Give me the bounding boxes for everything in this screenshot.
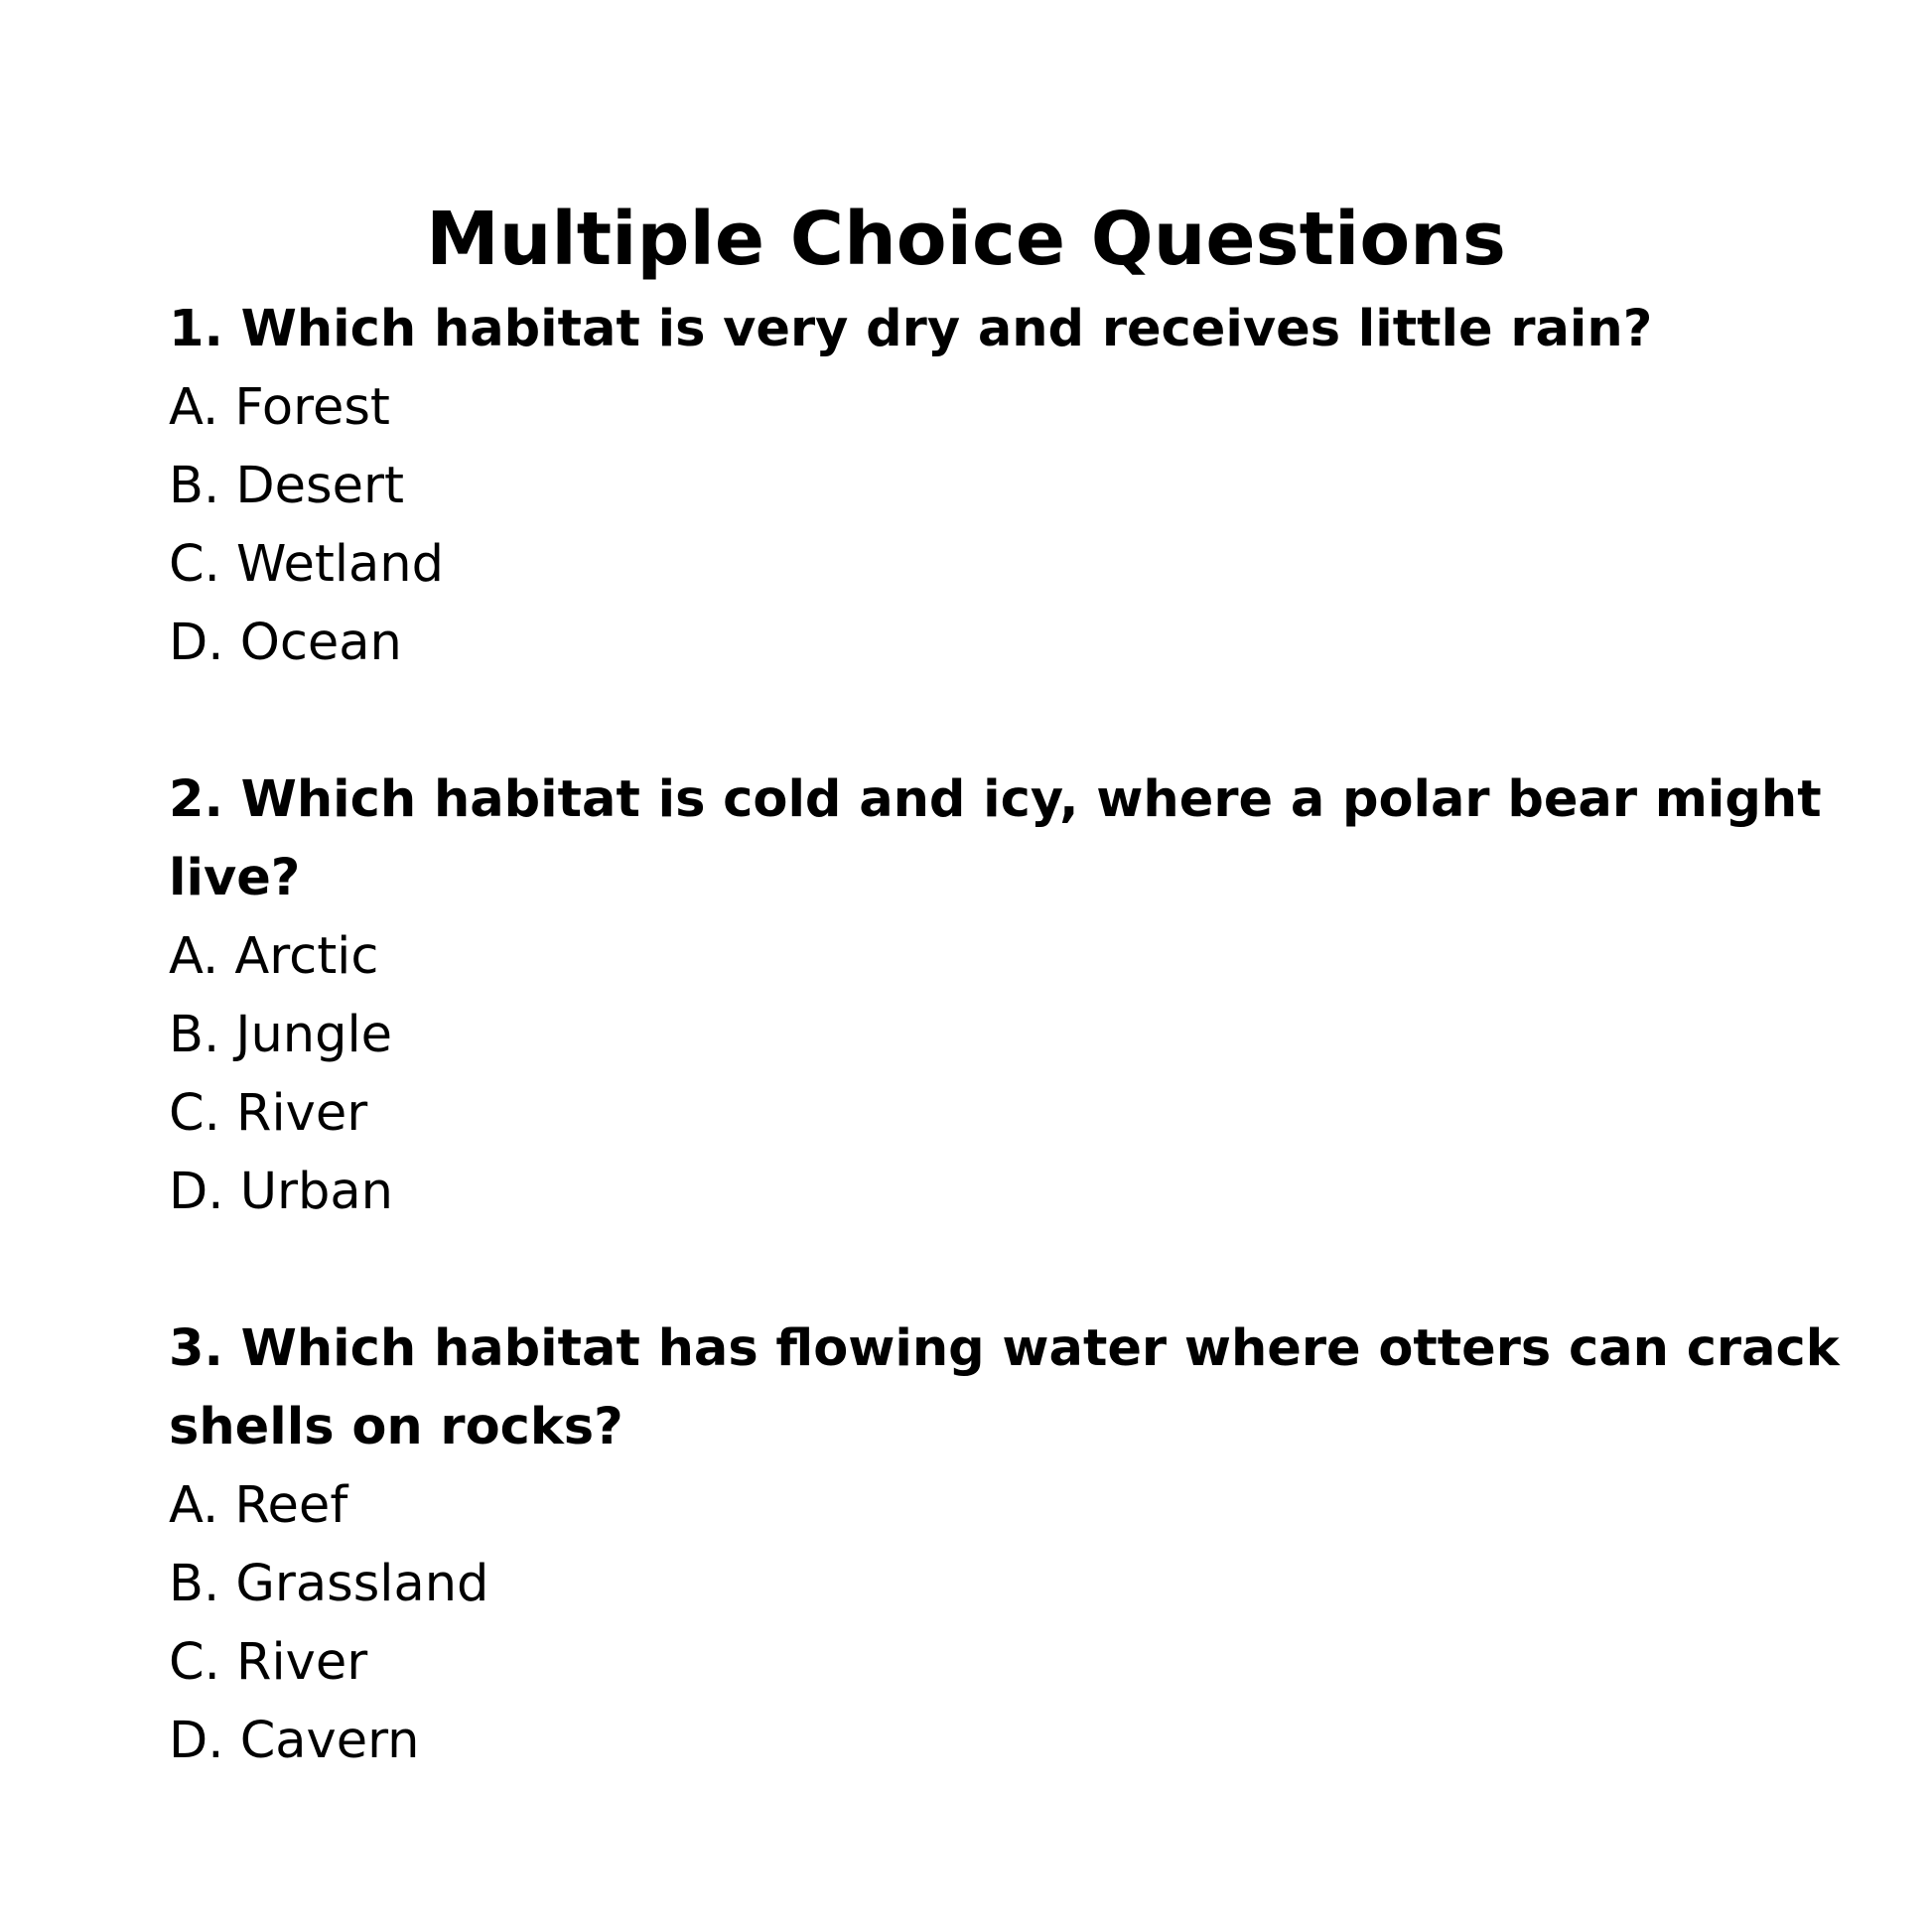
option-a: A. Arctic (169, 927, 379, 986)
option-c: C. River (169, 1633, 368, 1692)
question-text-continued: shells on rocks? (169, 1398, 623, 1456)
option-c: C. Wetland (169, 535, 444, 594)
option-d: D. Ocean (169, 614, 402, 672)
option-c: C. River (169, 1084, 368, 1143)
option-a: A. Forest (169, 378, 390, 437)
questions-list (169, 290, 1840, 1780)
question-2 (169, 760, 1822, 1231)
option-d: D. Cavern (169, 1712, 420, 1770)
question-1 (169, 290, 1797, 682)
option-a: A. Reef (169, 1476, 348, 1535)
question-text-continued: live? (169, 849, 301, 907)
question-3 (169, 1310, 1840, 1780)
question-text: 3. Which habitat has flowing water where otters can crack (169, 1319, 1840, 1378)
option-b: B. Jungle (169, 1006, 393, 1064)
option-b: B. Desert (169, 457, 404, 515)
page-title: Multiple Choice Questions (426, 197, 1506, 282)
option-b: B. Grassland (169, 1555, 489, 1613)
question-text: 1. Which habitat is very dry and receives little rain? (169, 300, 1653, 358)
question-text: 2. Which habitat is cold and icy, where a polar bear might (169, 770, 1822, 829)
option-d: D. Urban (169, 1163, 393, 1221)
